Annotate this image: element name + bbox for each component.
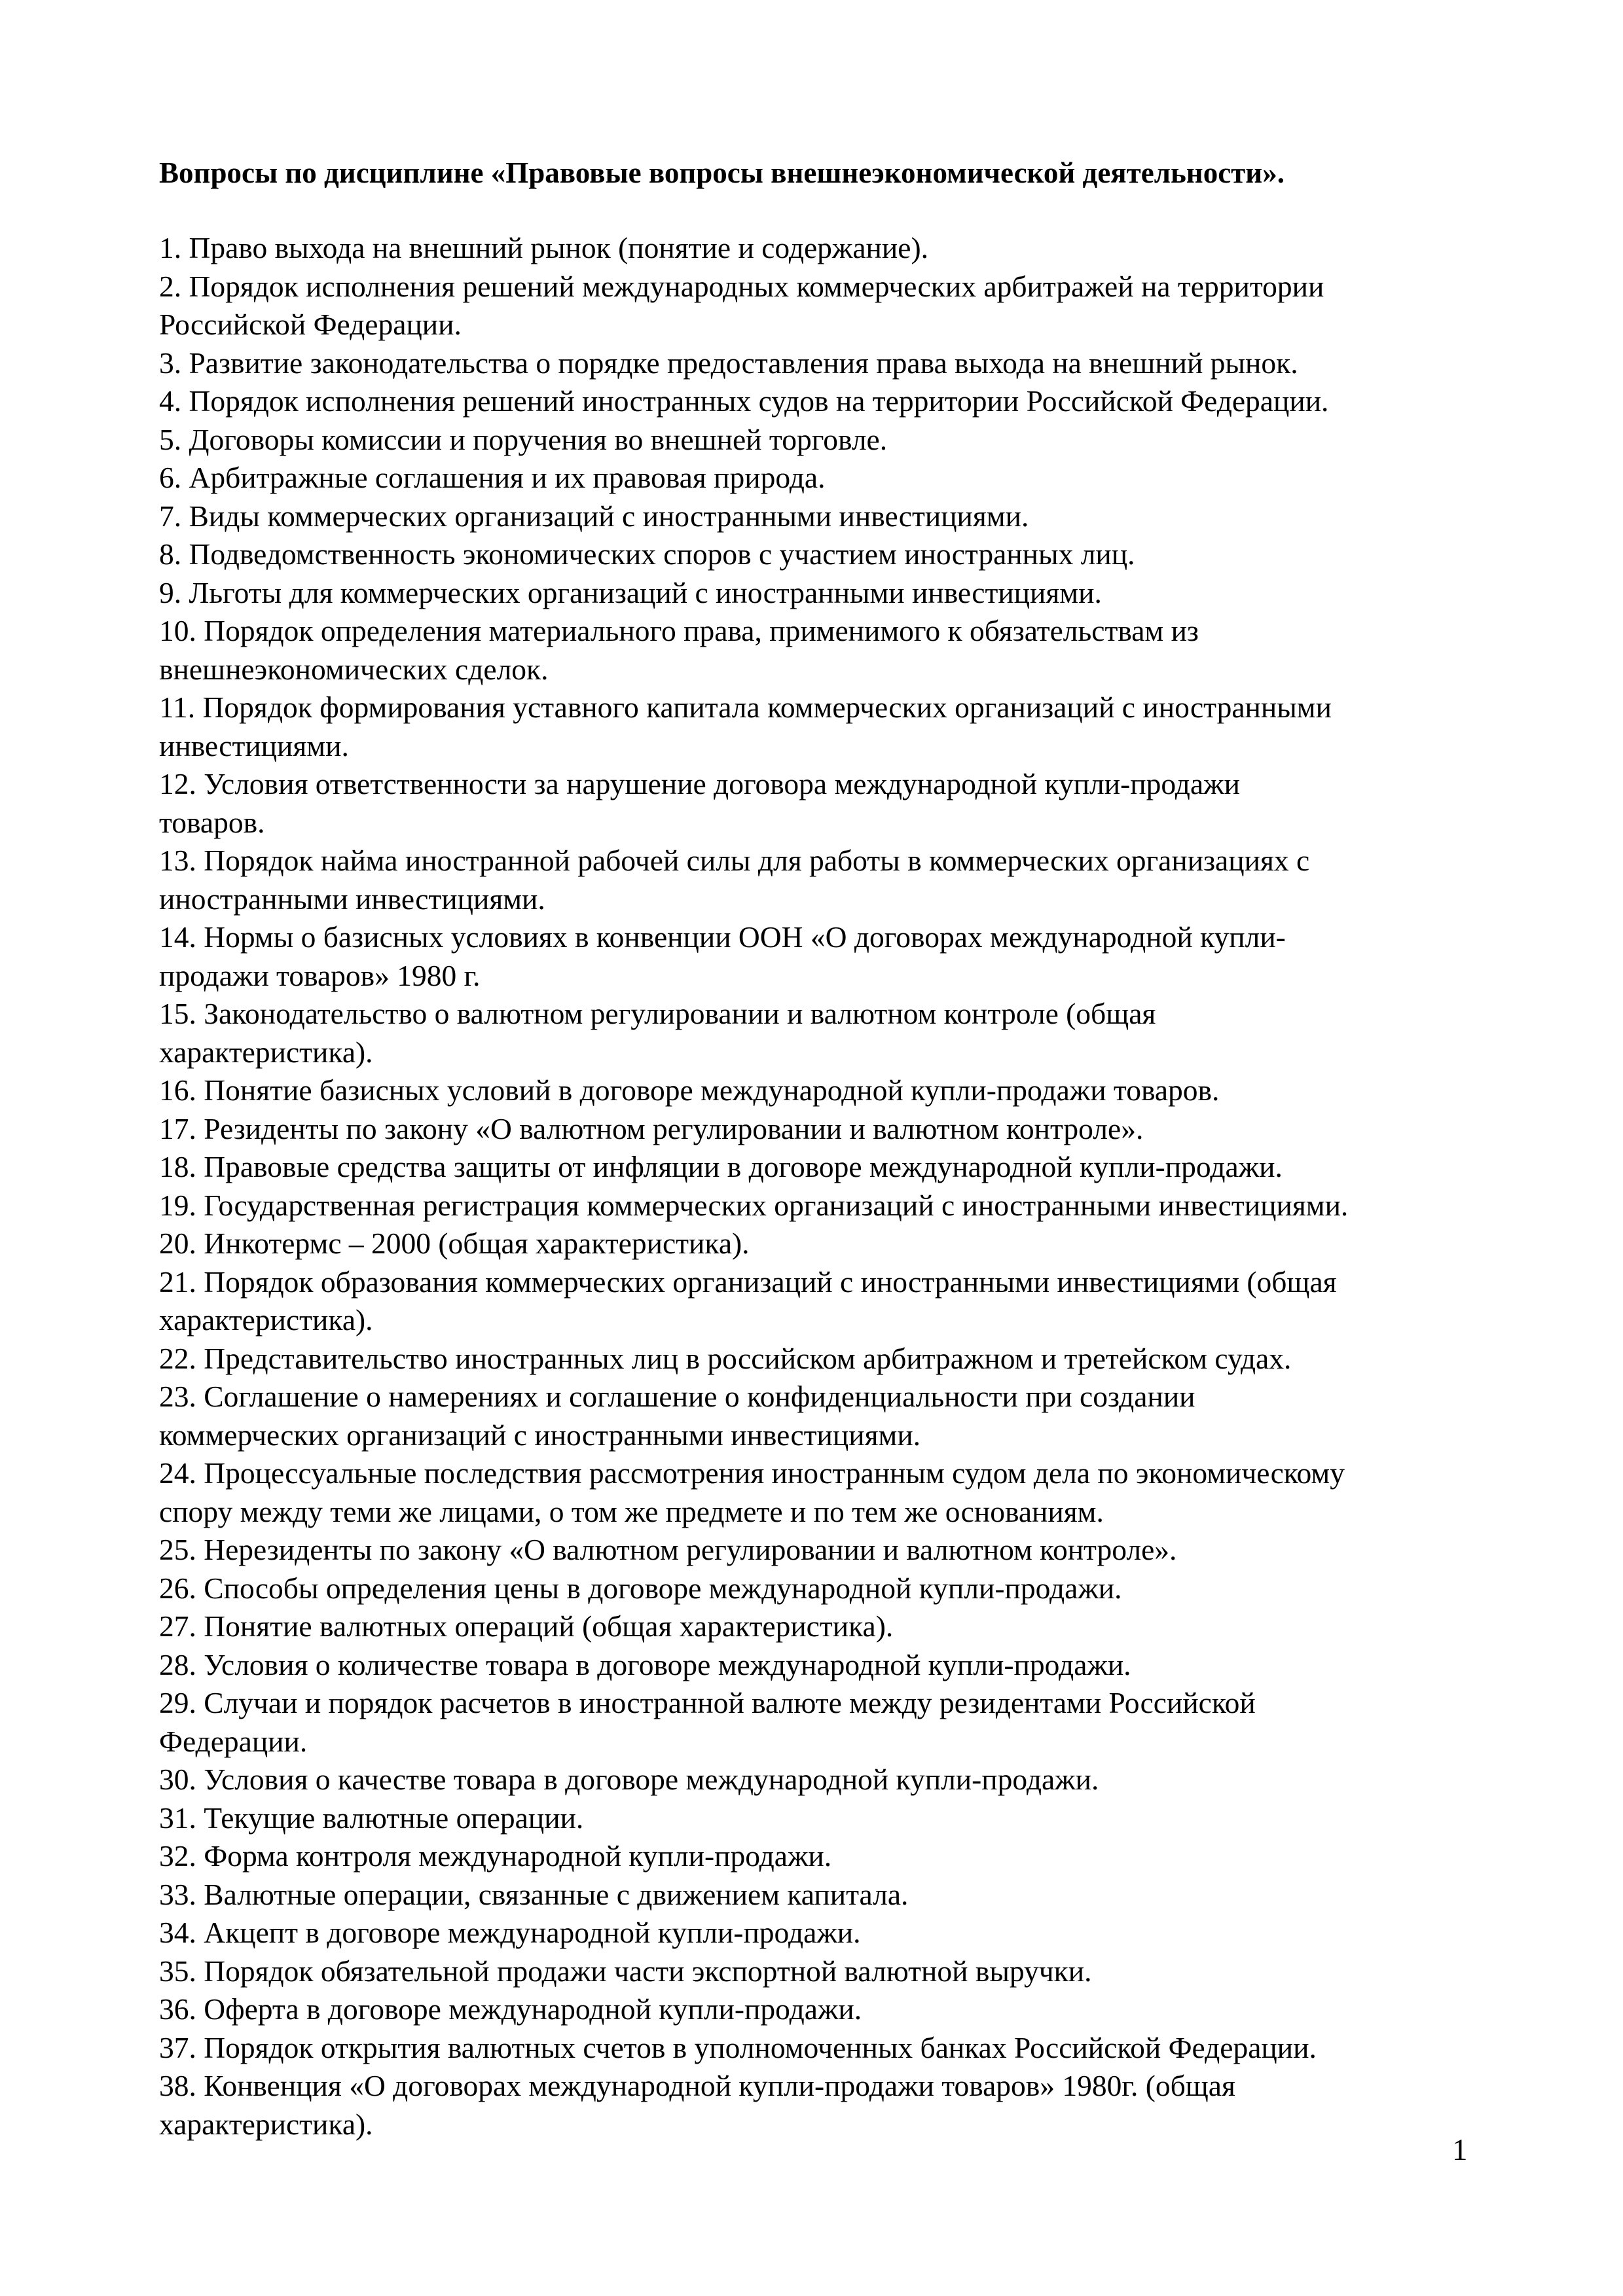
- question-item: [159, 842, 1508, 918]
- question-line: 2. Порядок исполнения решений международных коммерческих арбитражей на территории: [159, 269, 1324, 303]
- question-line: Российской Федерации.: [159, 308, 462, 341]
- question-item: [159, 497, 1508, 536]
- question-item: [159, 1378, 1508, 1454]
- question-item: [159, 1148, 1508, 1187]
- page-number: 1: [1452, 2133, 1468, 2167]
- question-line: товаров.: [159, 805, 265, 839]
- question-line: характеристика).: [159, 2107, 373, 2141]
- question-item: [159, 612, 1508, 689]
- question-line: 4. Порядок исполнения решений иностранных судов на территории Российской Федерации.: [159, 384, 1329, 418]
- question-item: [159, 1914, 1508, 1952]
- question-line: иностранными инвестициями.: [159, 882, 545, 916]
- question-item: [159, 1454, 1508, 1531]
- question-line: 10. Порядок определения материального права, применимого к обязательствам из: [159, 614, 1199, 647]
- question-line: 14. Нормы о базисных условиях в конвенции ООН «О договорах международной купли-: [159, 920, 1286, 954]
- question-item: [159, 229, 1508, 268]
- question-line: 11. Порядок формирования уставного капитала коммерческих организаций с иностранными: [159, 691, 1332, 724]
- question-item: [159, 1340, 1508, 1378]
- question-item: [159, 268, 1508, 344]
- question-line: 23. Соглашение о намерениях и соглашение о конфиденциальности при создании: [159, 1380, 1195, 1413]
- question-item: [159, 1225, 1508, 1263]
- question-item: [159, 1761, 1508, 1799]
- question-line: 1. Право выхода на внешний рынок (понятие и содержание).: [159, 231, 928, 264]
- question-line: 30. Условия о качестве товара в договоре международной купли-продажи.: [159, 1763, 1099, 1796]
- question-line: 24. Процессуальные последствия рассмотрения иностранным судом дела по экономическому: [159, 1456, 1345, 1490]
- question-line: 26. Способы определения цены в договоре международной купли-продажи.: [159, 1571, 1122, 1605]
- question-line: 29. Случаи и порядок расчетов в иностранной валюте между резидентами Российской: [159, 1686, 1256, 1719]
- question-item: [159, 1952, 1508, 1991]
- question-item: [159, 918, 1508, 995]
- question-item: [159, 1263, 1508, 1340]
- question-item: [159, 1187, 1508, 1225]
- question-item: [159, 2029, 1508, 2068]
- question-line: 31. Текущие валютные операции.: [159, 1801, 584, 1835]
- question-line: 16. Понятие базисных условий в договоре международной купли-продажи товаров.: [159, 1073, 1220, 1107]
- question-item: [159, 574, 1508, 613]
- question-line: 3. Развитие законодательства о порядке предоставления права выхода на внешний рынок.: [159, 346, 1298, 380]
- question-item: [159, 689, 1508, 765]
- question-item: [159, 1531, 1508, 1570]
- question-item: [159, 1646, 1508, 1685]
- question-item: [159, 382, 1508, 421]
- question-item: [159, 1799, 1508, 1838]
- question-line: продажи товаров» 1980 г.: [159, 958, 481, 992]
- question-line: внешнеэкономических сделок.: [159, 652, 549, 686]
- question-list: [159, 229, 1508, 2144]
- question-line: 9. Льготы для коммерческих организаций с иностранными инвестициями.: [159, 575, 1102, 609]
- question-item: [159, 2067, 1508, 2144]
- question-line: 33. Валютные операции, связанные с движением капитала.: [159, 1877, 909, 1911]
- question-line: характеристика).: [159, 1035, 373, 1069]
- question-line: 5. Договоры комиссии и поручения во внешней торговле.: [159, 422, 888, 456]
- question-line: 17. Резиденты по закону «О валютном регулировании и валютном контроле».: [159, 1111, 1144, 1145]
- question-line: 18. Правовые средства защиты от инфляции в договоре международной купли-продажи.: [159, 1150, 1283, 1183]
- question-item: [159, 1607, 1508, 1646]
- question-line: коммерческих организаций с иностранными инвестициями.: [159, 1418, 921, 1452]
- question-item: [159, 1876, 1508, 1914]
- question-line: Федерации.: [159, 1724, 308, 1758]
- question-line: 32. Форма контроля международной купли-продажи.: [159, 1839, 832, 1873]
- question-line: 15. Законодательство о валютном регулировании и валютном контроле (общая: [159, 997, 1156, 1030]
- question-item: [159, 421, 1508, 459]
- question-line: инвестициями.: [159, 728, 349, 762]
- question-item: [159, 1071, 1508, 1110]
- question-line: 35. Порядок обязательной продажи части экспортной валютной выручки.: [159, 1954, 1092, 1988]
- question-item: [159, 344, 1508, 383]
- question-line: 28. Условия о количестве товара в договоре международной купли-продажи.: [159, 1647, 1131, 1681]
- question-line: спору между теми же лицами, о том же предмете и по тем же основаниям.: [159, 1494, 1104, 1528]
- question-line: 21. Порядок образования коммерческих организаций с иностранными инвестициями (общая: [159, 1265, 1337, 1299]
- question-line: 8. Подведомственность экономических споров с участием иностранных лиц.: [159, 537, 1135, 571]
- question-line: 34. Акцепт в договоре международной купли-продажи.: [159, 1916, 861, 1949]
- question-item: [159, 995, 1508, 1071]
- question-line: 37. Порядок открытия валютных счетов в уполномоченных банках Российской Федерации.: [159, 2030, 1317, 2064]
- question-line: 6. Арбитражные соглашения и их правовая природа.: [159, 461, 826, 494]
- question-item: [159, 1110, 1508, 1149]
- question-item: [159, 459, 1508, 497]
- question-item: [159, 1837, 1508, 1876]
- question-line: характеристика).: [159, 1303, 373, 1336]
- question-line: 13. Порядок найма иностранной рабочей силы для работы в коммерческих организациях с: [159, 844, 1310, 877]
- question-item: [159, 765, 1508, 842]
- document-title: Вопросы по дисциплине «Правовые вопросы внешнеэкономической деятельности».: [159, 156, 1285, 189]
- question-line: 22. Представительство иностранных лиц в российском арбитражном и третейском судах.: [159, 1341, 1292, 1375]
- question-line: 38. Конвенция «О договорах международной купли-продажи товаров» 1980г. (общая: [159, 2069, 1235, 2102]
- question-item: [159, 535, 1508, 574]
- question-line: 7. Виды коммерческих организаций с иностранными инвестициями.: [159, 499, 1029, 533]
- question-line: 19. Государственная регистрация коммерческих организаций с иностранными инвестициями.: [159, 1188, 1349, 1222]
- question-line: 20. Инкотермс – 2000 (общая характеристика).: [159, 1227, 750, 1260]
- question-line: 27. Понятие валютных операций (общая характеристика).: [159, 1609, 894, 1643]
- question-line: 12. Условия ответственности за нарушение договора международной купли-продажи: [159, 767, 1240, 800]
- question-item: [159, 1990, 1508, 2029]
- question-item: [159, 1684, 1508, 1761]
- question-line: 25. Нерезиденты по закону «О валютном регулировании и валютном контроле».: [159, 1533, 1177, 1566]
- question-item: [159, 1570, 1508, 1608]
- question-line: 36. Оферта в договоре международной купли-продажи.: [159, 1992, 862, 2026]
